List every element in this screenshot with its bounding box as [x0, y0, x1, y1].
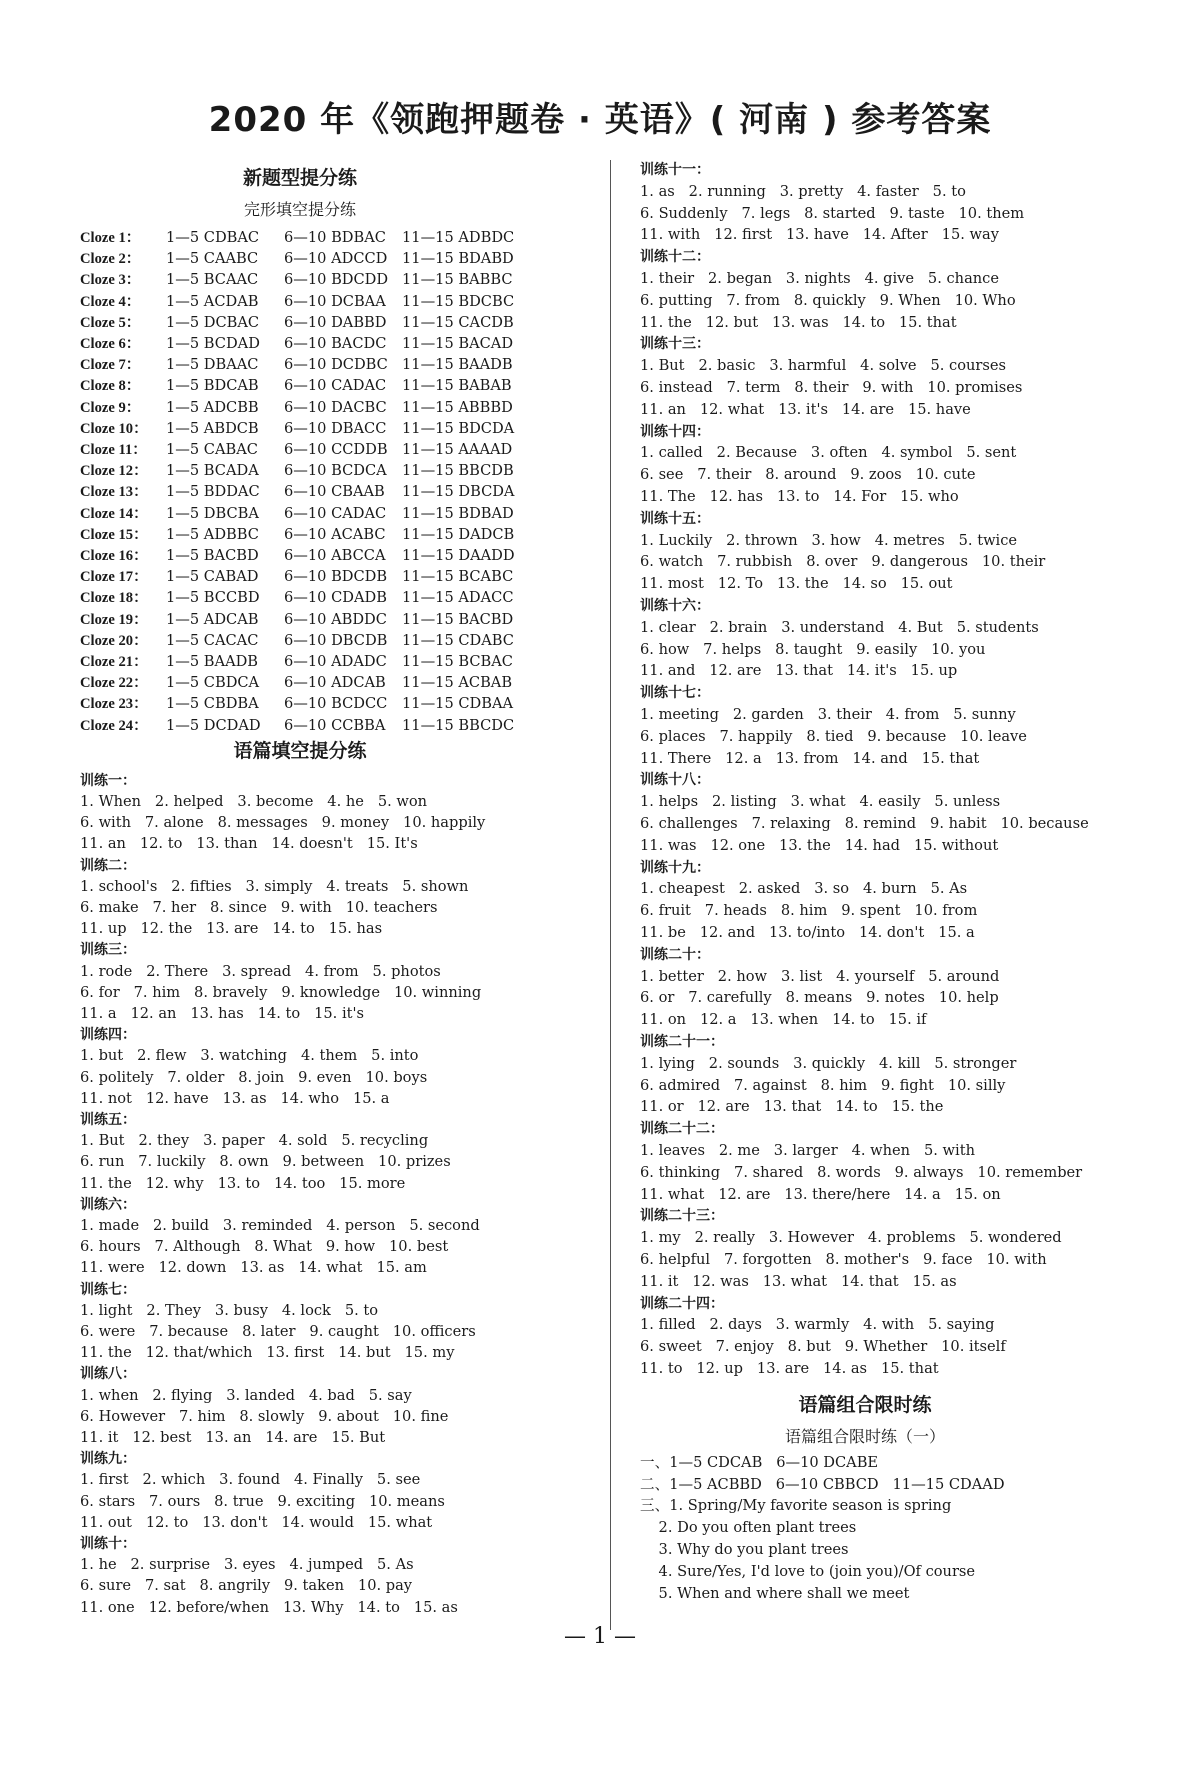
cloze-row [80, 292, 514, 312]
cloze-answers-1-5: 1—5 DCBAC [166, 313, 260, 331]
drill-answer-line: 11. up 12. the 13. are 14. to 15. has [80, 920, 383, 938]
section-title-new-types: 新题型提分练 [242, 167, 357, 189]
drill-answer-line: 6. how 7. helps 8. taught 9. easily 10. you [640, 640, 986, 658]
drill-answer-line: 11. what 12. are 13. there/here 14. a 15. on [640, 1185, 1001, 1203]
cloze-label: Cloze 13： [80, 484, 148, 501]
drill-answer-line: 6. putting 7. from 8. quickly 9. When 10. Who [640, 291, 1016, 309]
cloze-answers-11-15: 11—15 DBCDA [402, 483, 515, 501]
drill-answer-line: 11. not 12. have 13. as 14. who 15. a [80, 1089, 390, 1107]
cloze-answers-1-5: 1—5 DBAAC [166, 356, 259, 374]
cloze-label: Cloze 17： [80, 569, 148, 586]
cloze-label: Cloze 2： [80, 251, 141, 268]
drill-answer-line: 1. meeting 2. garden 3. their 4. from 5. sunny [640, 706, 1016, 723]
cloze-answers-6-10: 6—10 ABDDC [284, 610, 387, 628]
cloze-row [80, 461, 514, 481]
drill-answer-line: 1. as 2. running 3. pretty 4. faster 5. to [640, 182, 966, 200]
cloze-label: Cloze 8： [80, 378, 141, 395]
cloze-answers-6-10: 6—10 DCBAA [284, 292, 386, 310]
cloze-answers-11-15: 11—15 BDBAD [402, 504, 514, 522]
drill-answer-line: 6. admired 7. against 8. him 9. fight 10. silly [640, 1076, 1006, 1094]
drill-answer-line: 6. watch 7. rubbish 8. over 9. dangerous 10. their [640, 553, 1046, 571]
cloze-answers-6-10: 6—10 BCDCA [284, 462, 387, 480]
cloze-answers-11-15: 11—15 BABBC [402, 271, 513, 289]
cloze-answers-1-5: 1—5 ABDCB [166, 419, 259, 437]
drill-label: 训练八： [80, 1366, 136, 1383]
cloze-label: Cloze 18： [80, 590, 148, 607]
cloze-answers-1-5: 1—5 BCADA [166, 462, 259, 480]
drill-label: 训练一： [80, 772, 136, 789]
cloze-answers-11-15: 11—15 BACAD [402, 335, 514, 352]
cloze-answers-1-5: 1—5 BCAAC [166, 271, 259, 289]
cloze-row [80, 482, 514, 502]
cloze-row [80, 249, 514, 269]
cloze-answers-6-10: 6—10 CADAC [284, 377, 387, 395]
drill-answer-line: 11. with 12. first 13. have 14. After 15. way [640, 226, 999, 244]
combo-answer-line: 4. Sure/Yes, I'd love to (join you)/Of course [640, 1562, 976, 1580]
drill-answer-line: 11. on 12. a 13. when 14. to 15. if [640, 1011, 927, 1029]
drill-answer-line: 11. was 12. one 13. the 14. had 15. without [640, 836, 999, 854]
cloze-row [80, 440, 512, 460]
combo-subtitle: 语篇组合限时练（一） [784, 1426, 945, 1446]
cloze-answers-6-10: 6—10 CCDDB [284, 441, 388, 458]
drill-answer-line: 1. better 2. how 3. list 4. yourself 5. around [640, 967, 1000, 985]
cloze-label: Cloze 1： [80, 230, 141, 246]
drill-label: 训练十： [80, 1536, 136, 1552]
drill-answer-line: 1. helps 2. listing 3. what 4. easily 5. unless [640, 793, 1001, 811]
cloze-section-title: 完形填空提分练 [243, 200, 356, 219]
cloze-answers-1-5: 1—5 CABAC [166, 441, 258, 458]
cloze-label: Cloze 9： [80, 399, 141, 416]
drill-answer-line: 1. But 2. they 3. paper 4. sold 5. recycling [80, 1132, 429, 1150]
combo-answer-line: 2. Do you often plant trees [640, 1519, 857, 1537]
drill-answer-line: 6. for 7. him 8. bravely 9. knowledge 10. winning [80, 983, 482, 1001]
combo-answer-line: 3. Why do you plant trees [640, 1541, 849, 1558]
cloze-answers-11-15: 11—15 BBCDC [402, 716, 515, 734]
cloze-answers-6-10: 6—10 DACBC [284, 398, 387, 416]
cloze-row [80, 631, 514, 651]
cloze-row [80, 355, 513, 375]
combo-answer-line: 二、1—5 ACBBD 6—10 CBBCD 11—15 CDAAD [640, 1475, 1005, 1493]
page-number: — 1 — [564, 1624, 636, 1649]
drill-label: 训练十二： [640, 249, 710, 266]
cloze-answers-11-15: 11—15 BDABD [402, 250, 514, 268]
drill-answer-line: 6. see 7. their 8. around 9. zoos 10. cute [640, 466, 976, 484]
cloze-row [80, 228, 514, 248]
cloze-row [80, 270, 513, 290]
cloze-label: Cloze 10： [80, 420, 148, 437]
cloze-answers-6-10: 6—10 ADCCD [284, 250, 388, 268]
cloze-answers-1-5: 1—5 CDBAC [166, 229, 260, 246]
cloze-row [80, 398, 513, 418]
cloze-answers-1-5: 1—5 BCCBD [166, 589, 260, 607]
drill-answer-line: 11. to 12. up 13. are 14. as 15. that [640, 1360, 939, 1377]
drill-label: 训练五： [80, 1112, 136, 1128]
drill-answer-line: 11. it 12. was 13. what 14. that 15. as [640, 1272, 957, 1290]
drill-answer-line: 6. with 7. alone 8. messages 9. money 10. happily [80, 814, 486, 832]
cloze-label: Cloze 4： [80, 293, 141, 310]
cloze-answers-1-5: 1—5 ADBBC [166, 525, 259, 543]
drill-answer-line: 1. rode 2. There 3. spread 4. from 5. photos [80, 962, 441, 980]
cloze-answers-11-15: 11—15 BBCDB [402, 462, 514, 480]
drill-label: 训练七： [80, 1281, 136, 1298]
drill-answer-line: 11. the 12. that/which 13. first 14. but 15. my [80, 1344, 455, 1362]
cloze-answers-1-5: 1—5 BACBD [166, 547, 259, 564]
cloze-answers-11-15: 11—15 DAADD [402, 547, 515, 564]
drill-answer-line: 1. but 2. flew 3. watching 4. them 5. into [80, 1047, 419, 1065]
drill-answer-line: 11. it 12. best 13. an 14. are 15. But [80, 1429, 386, 1446]
cloze-answers-11-15: 11—15 BCBAC [402, 653, 513, 670]
cloze-answers-11-15: 11—15 BAADB [402, 356, 513, 374]
drill-label: 训练十四： [640, 423, 710, 440]
drill-answer-line: 1. light 2. They 3. busy 4. lock 5. to [80, 1301, 379, 1319]
drill-label: 训练十七： [640, 685, 710, 702]
drill-answer-line: 1. Luckily 2. thrown 3. how 4. metres 5. twice [640, 531, 1018, 549]
drill-answer-line: 6. Suddenly 7. legs 8. started 9. taste 10. them [640, 204, 1025, 222]
cloze-answers-11-15: 11—15 BABAB [402, 377, 512, 395]
page-title: 2020 年《领跑押题卷 · 英语》( 河南 ) 参考答案 [208, 100, 992, 140]
drill-answer-line: 11. a 12. an 13. has 14. to 15. it's [80, 1005, 364, 1022]
cloze-answers-6-10: 6—10 BCDCC [284, 695, 388, 713]
cloze-label: Cloze 23： [80, 696, 148, 713]
cloze-row [80, 694, 513, 714]
passage-section-title: 语篇填空提分练 [233, 739, 367, 762]
cloze-row [80, 588, 513, 608]
cloze-label: Cloze 21： [80, 654, 148, 670]
cloze-answers-1-5: 1—5 ADCBB [166, 398, 259, 416]
drill-answer-line: 6. were 7. because 8. later 9. caught 10. officers [80, 1323, 476, 1340]
cloze-answers-11-15: 11—15 ACBAB [402, 674, 513, 692]
cloze-label: Cloze 24： [80, 717, 148, 734]
cloze-answers-1-5: 1—5 BDDAC [166, 483, 260, 501]
cloze-answers-1-5: 1—5 ADCAB [166, 610, 259, 628]
cloze-answers-6-10: 6—10 CBAAB [284, 483, 385, 501]
drill-answer-line: 11. be 12. and 13. to/into 14. don't 15. a [640, 924, 975, 941]
drill-answer-line: 11. an 12. what 13. it's 14. are 15. have [640, 400, 971, 418]
cloze-answers-1-5: 1—5 DCDAD [166, 716, 261, 734]
cloze-answers-11-15: 11—15 CACDB [402, 313, 514, 331]
cloze-answers-1-5: 1—5 BCDAD [166, 335, 260, 352]
drill-answer-line: 6. However 7. him 8. slowly 9. about 10. fine [80, 1407, 449, 1425]
drill-answer-line: 6. hours 7. Although 8. What 9. how 10. best [80, 1238, 449, 1256]
cloze-answers-6-10: 6—10 BACDC [284, 335, 387, 352]
cloze-answers-1-5: 1—5 CACAC [166, 631, 259, 649]
drill-answer-line: 6. sweet 7. enjoy 8. but 9. Whether 10. itself [640, 1338, 1006, 1356]
drill-answer-line: 6. make 7. her 8. since 9. with 10. teachers [80, 899, 438, 916]
cloze-row [80, 419, 514, 439]
cloze-label: Cloze 6： [80, 336, 141, 352]
cloze-answers-1-5: 1—5 CAABC [166, 250, 259, 268]
drill-answer-line: 6. stars 7. ours 8. true 9. exciting 10. means [80, 1492, 445, 1510]
drill-label: 训练十八： [640, 772, 710, 789]
drill-answer-line: 1. made 2. build 3. reminded 4. person 5. second [80, 1217, 480, 1234]
cloze-row [80, 334, 513, 354]
cloze-row [80, 652, 513, 672]
drill-answer-line: 11. were 12. down 13. as 14. what 15. am [80, 1259, 427, 1277]
cloze-row [80, 673, 512, 693]
drill-answer-line: 1. called 2. Because 3. often 4. symbol 5. sent [640, 444, 1017, 462]
drill-answer-line: 1. lying 2. sounds 3. quickly 4. kill 5. stronger [640, 1054, 1017, 1072]
cloze-answers-11-15: 11—15 BCABC [402, 568, 514, 586]
cloze-answers-11-15: 11—15 BACBD [402, 610, 514, 628]
cloze-label: Cloze 11： [80, 442, 147, 458]
cloze-answers-6-10: 6—10 ADCAB [284, 674, 386, 692]
cloze-answers-6-10: 6—10 ADADC [284, 653, 387, 670]
cloze-answers-1-5: 1—5 CBDBA [166, 695, 259, 713]
cloze-answers-1-5: 1—5 DBCBA [166, 504, 259, 522]
cloze-answers-6-10: 6—10 CCBBA [284, 716, 386, 734]
cloze-answers-6-10: 6—10 CADAC [284, 504, 387, 522]
drill-label: 训练十六： [640, 598, 710, 614]
drill-answer-line: 1. But 2. basic 3. harmful 4. solve 5. courses [640, 357, 1006, 375]
cloze-row [80, 610, 513, 630]
cloze-label: Cloze 16： [80, 548, 148, 564]
cloze-answers-11-15: 11—15 ADACC [402, 589, 514, 607]
drill-label: 训练六： [80, 1196, 136, 1213]
cloze-answers-11-15: 11—15 CDBAA [402, 695, 514, 713]
cloze-row [80, 716, 514, 736]
cloze-row [80, 376, 512, 396]
drill-label: 训练十三： [640, 336, 710, 353]
drill-label: 训练三： [80, 942, 136, 959]
drill-answer-line: 6. or 7. carefully 8. means 9. notes 10. help [640, 989, 999, 1007]
cloze-label: Cloze 14： [80, 505, 148, 522]
drill-answer-line: 1. filled 2. days 3. warmly 4. with 5. saying [640, 1316, 995, 1334]
drill-answer-line: 11. or 12. are 13. that 14. to 15. the [640, 1098, 944, 1116]
drill-label: 训练十五： [640, 510, 710, 527]
cloze-answers-6-10: 6—10 DABBD [284, 313, 387, 331]
drill-answer-line: 11. most 12. To 13. the 14. so 15. out [640, 575, 953, 593]
cloze-label: Cloze 19： [80, 611, 148, 628]
drill-answer-line: 1. clear 2. brain 3. understand 4. But 5. students [640, 618, 1039, 636]
combo-answer-line: 一、1—5 CDCAB 6—10 DCABE [640, 1453, 879, 1471]
cloze-answers-6-10: 6—10 CDADB [284, 589, 387, 607]
cloze-answers-1-5: 1—5 CABAD [166, 568, 259, 586]
drill-answer-line: 1. first 2. which 3. found 4. Finally 5. see [80, 1471, 421, 1489]
drill-answer-line: 1. when 2. flying 3. landed 4. bad 5. say [80, 1386, 412, 1404]
cloze-answers-6-10: 6—10 DBACC [284, 419, 387, 437]
cloze-answers-1-5: 1—5 BAADB [166, 653, 259, 670]
cloze-label: Cloze 22： [80, 675, 148, 692]
cloze-label: Cloze 12： [80, 463, 148, 480]
combo-answer-line: 三、1. Spring/My favorite season is spring [640, 1497, 952, 1515]
column-divider [610, 160, 611, 1630]
drill-label: 训练十九： [640, 859, 710, 876]
cloze-answers-6-10: 6—10 DCDBC [284, 356, 388, 374]
drill-answer-line: 1. he 2. surprise 3. eyes 4. jumped 5. As [80, 1556, 414, 1574]
drill-answer-line: 1. leaves 2. me 3. larger 4. when 5. with [640, 1142, 975, 1159]
drill-answer-line: 11. one 12. before/when 13. Why 14. to 15. as [80, 1598, 458, 1616]
cloze-answers-6-10: 6—10 ACABC [284, 525, 386, 543]
cloze-label: Cloze 15： [80, 526, 148, 543]
cloze-label: Cloze 7： [80, 357, 141, 374]
drill-answer-line: 6. politely 7. older 8. join 9. even 10. boys [80, 1068, 428, 1086]
cloze-answers-1-5: 1—5 ACDAB [166, 292, 259, 310]
drill-answer-line: 1. school's 2. fifties 3. simply 4. treats 5. shown [80, 877, 469, 895]
drill-answer-line: 1. my 2. really 3. However 4. problems 5. wondered [640, 1229, 1062, 1247]
cloze-answers-6-10: 6—10 BDBAC [284, 229, 386, 246]
drill-label: 训练二十： [640, 946, 710, 963]
drill-label: 训练二十一： [640, 1034, 724, 1050]
cloze-row [80, 546, 515, 566]
drill-answer-line: 6. instead 7. term 8. their 9. with 10. promises [640, 379, 1023, 396]
drill-answer-line: 1. When 2. helped 3. become 4. he 5. won [80, 793, 428, 810]
cloze-answers-1-5: 1—5 CBDCA [166, 674, 260, 692]
cloze-answers-11-15: 11—15 BDCBC [402, 292, 515, 310]
cloze-answers-6-10: 6—10 DBCDB [284, 631, 388, 649]
drill-label: 训练二： [80, 857, 136, 874]
drill-label: 训练二十三： [640, 1208, 724, 1225]
cloze-label: Cloze 3： [80, 272, 141, 289]
cloze-answers-11-15: 11—15 DADCB [402, 525, 515, 543]
drill-label: 训练十一： [640, 162, 710, 178]
cloze-answers-11-15: 11—15 BDCDA [402, 419, 515, 437]
combo-section-title: 语篇组合限时练 [798, 1393, 932, 1416]
drill-answer-line: 11. the 12. but 13. was 14. to 15. that [640, 313, 957, 331]
drill-answer-line: 6. places 7. happily 8. tied 9. because 10. leave [640, 727, 1027, 745]
drill-answer-line: 11. and 12. are 13. that 14. it's 15. up [640, 662, 958, 680]
drill-answer-line: 11. the 12. why 13. to 14. too 15. more [80, 1174, 406, 1192]
cloze-label: Cloze 20： [80, 632, 148, 649]
drill-answer-line: 11. There 12. a 13. from 14. and 15. that [640, 749, 980, 767]
drill-answer-line: 1. cheapest 2. asked 3. so 4. burn 5. As [640, 880, 968, 898]
drill-answer-line: 11. an 12. to 13. than 14. doesn't 15. It's [80, 835, 418, 853]
drill-answer-line: 6. helpful 7. forgotten 8. mother's 9. face 10. with [640, 1251, 1047, 1268]
cloze-row [80, 567, 513, 587]
cloze-answers-6-10: 6—10 BDCDD [284, 271, 389, 289]
drill-answer-line: 11. The 12. has 13. to 14. For 15. who [640, 488, 959, 505]
cloze-row [80, 504, 514, 524]
drill-label: 训练四： [80, 1027, 136, 1044]
drill-answer-line: 6. challenges 7. relaxing 8. remind 9. habit 10. because [640, 815, 1089, 832]
cloze-answers-1-5: 1—5 BDCAB [166, 377, 259, 395]
drill-answer-line: 6. fruit 7. heads 8. him 9. spent 10. from [640, 902, 978, 920]
cloze-answers-11-15: 11—15 AAAAD [402, 441, 513, 458]
drill-answer-line: 6. sure 7. sat 8. angrily 9. taken 10. pay [80, 1577, 413, 1595]
drill-label: 训练二十二： [640, 1121, 724, 1138]
cloze-answers-11-15: 11—15 CDABC [402, 631, 514, 649]
combo-answer-line: 5. When and where shall we meet [640, 1584, 910, 1602]
drill-label: 训练九： [80, 1451, 136, 1468]
drill-label: 训练二十四： [640, 1295, 724, 1312]
cloze-row [80, 525, 514, 545]
drill-answer-line: 6. run 7. luckily 8. own 9. between 10. prizes [80, 1153, 451, 1171]
cloze-answers-6-10: 6—10 BDCDB [284, 568, 388, 586]
cloze-answers-6-10: 6—10 ABCCA [284, 547, 386, 564]
cloze-answers-11-15: 11—15 ADBDC [402, 229, 515, 246]
drill-answer-line: 6. thinking 7. shared 8. words 9. always 10. remember [640, 1163, 1083, 1181]
cloze-row [80, 313, 514, 333]
cloze-answers-11-15: 11—15 ABBBD [402, 398, 513, 416]
cloze-label: Cloze 5： [80, 314, 141, 331]
drill-answer-line: 11. out 12. to 13. don't 14. would 15. what [80, 1513, 433, 1531]
drill-answer-line: 1. their 2. began 3. nights 4. give 5. chance [640, 270, 999, 287]
